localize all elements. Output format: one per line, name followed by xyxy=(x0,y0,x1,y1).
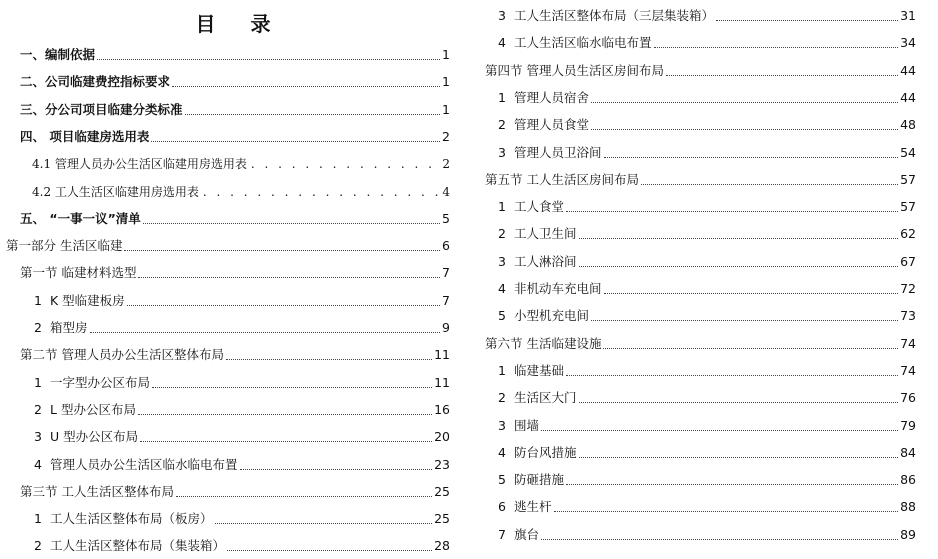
toc-entry-text: 防砸措施 xyxy=(514,472,565,488)
toc-entry-page: 5 xyxy=(442,210,450,226)
toc-entry-number: 4 xyxy=(34,456,42,472)
toc-entry-label xyxy=(498,390,577,406)
toc-entry-number: 2 xyxy=(34,538,42,554)
toc-leader-dots xyxy=(138,276,440,278)
toc-entry-text: 管理人员宿舍 xyxy=(514,89,590,105)
toc-entry-page: 20 xyxy=(434,429,450,445)
toc-entry-number: 6 xyxy=(498,499,506,515)
toc-entry-page: 76 xyxy=(900,390,916,406)
toc-leader-dots xyxy=(97,58,440,60)
toc-entry-page: 73 xyxy=(900,308,916,324)
toc-entry-number: 3 xyxy=(498,144,506,160)
toc-entry-page: 31 xyxy=(900,8,916,23)
toc-entry-text: 旗台 xyxy=(514,526,540,542)
toc-entry[interactable] xyxy=(0,480,450,500)
toc-entry[interactable] xyxy=(0,125,450,145)
toc-entry-text: 第一部分 生活区临建 xyxy=(6,238,123,254)
toc-entry-text: 一、编制依据 xyxy=(20,47,96,62)
toc-entry-page: 74 xyxy=(900,362,916,378)
toc-entry[interactable] xyxy=(478,222,916,242)
toc-leader-dots xyxy=(176,495,432,497)
toc-entry-label xyxy=(498,499,552,515)
toc-entry-label xyxy=(34,320,88,336)
toc-entry-page: 67 xyxy=(900,253,916,269)
toc-leader-dots xyxy=(124,249,440,251)
toc-leader-dots xyxy=(666,74,898,76)
toc-entry-text: 临建基础 xyxy=(514,362,565,378)
toc-entry-label xyxy=(485,63,664,79)
toc-leader-dots xyxy=(591,101,898,103)
toc-entry-page: 7 xyxy=(442,265,450,281)
toc-entry-label xyxy=(498,308,589,324)
toc-entry-page: 23 xyxy=(434,456,450,472)
toc-leader-dots xyxy=(140,440,432,442)
toc-entry-text: 工人生活区临水临电布置 xyxy=(514,35,652,51)
toc-entry-page: 2 xyxy=(442,157,450,172)
toc-entry-number: 4 xyxy=(498,35,506,51)
toc-entry-page: 44 xyxy=(900,62,916,78)
toc-entry-page: 57 xyxy=(900,199,916,215)
toc-entry-text: 工人卫生间 xyxy=(514,226,577,242)
toc-entry-text: 围墙 xyxy=(514,417,540,433)
toc-entry-label xyxy=(20,211,141,227)
toc-leader-dots xyxy=(566,210,898,212)
toc-entry[interactable] xyxy=(478,386,916,406)
toc-leader-dots xyxy=(603,347,898,349)
toc-entry-label xyxy=(34,375,150,391)
toc-entry-text: L 型办公区布局 xyxy=(50,401,136,417)
toc-entry[interactable] xyxy=(478,332,916,352)
toc-entry-page: 86 xyxy=(900,472,916,488)
toc-entry-text: 4.2 工人生活区临建用房选用表 xyxy=(32,184,199,199)
toc-entry[interactable] xyxy=(478,86,916,106)
toc-entry-label xyxy=(498,445,577,461)
toc-entry-label xyxy=(498,363,564,379)
toc-leader-dots xyxy=(641,183,898,185)
toc-entry-label xyxy=(20,74,170,90)
toc-entry[interactable] xyxy=(0,534,450,554)
toc-entry[interactable] xyxy=(0,343,450,363)
toc-entry-text: U 型办公区布局 xyxy=(50,429,139,445)
toc-entry-page: 62 xyxy=(900,226,916,242)
toc-entry-page: 34 xyxy=(900,35,916,51)
toc-entry-text: 小型机充电间 xyxy=(514,308,590,324)
toc-entry-text: 管理人员办公生活区临水临电布置 xyxy=(50,456,238,472)
toc-leader-dots xyxy=(604,156,899,158)
toc-entry[interactable] xyxy=(478,359,916,379)
toc-entry[interactable] xyxy=(478,59,916,79)
toc-entry[interactable] xyxy=(478,168,916,188)
toc-entry-label xyxy=(498,8,714,24)
toc-entry-page: 89 xyxy=(900,526,916,542)
toc-entry-number: 2 xyxy=(34,401,42,417)
toc-entry-text: 非机动车充电间 xyxy=(514,281,602,296)
toc-leader-dots xyxy=(654,46,899,48)
toc-entry[interactable] xyxy=(0,425,450,445)
toc-entry-label xyxy=(498,472,564,488)
toc-leader-dots xyxy=(143,222,440,224)
toc-entry-page: 4 xyxy=(442,184,450,199)
toc-entry-label xyxy=(498,254,577,270)
toc-entry-text: 管理人员卫浴间 xyxy=(514,144,602,160)
toc-entry-label xyxy=(498,226,577,242)
toc-entry-text: 第四节 管理人员生活区房间布局 xyxy=(485,62,664,78)
toc-entry[interactable] xyxy=(478,141,916,161)
toc-leader-dots xyxy=(138,413,432,415)
toc-leader-dots xyxy=(579,401,899,403)
toc-entry-label xyxy=(20,347,224,363)
toc-leader-dots xyxy=(591,128,898,130)
toc-leader-dots xyxy=(541,538,898,540)
toc-entry-page: 16 xyxy=(434,401,450,417)
toc-entry-label xyxy=(485,336,601,352)
toc-entry-label xyxy=(34,538,225,554)
toc-entry[interactable] xyxy=(478,414,916,434)
toc-leader-dots xyxy=(554,510,899,512)
toc-entry[interactable] xyxy=(0,180,450,200)
toc-entry-text: 工人淋浴间 xyxy=(514,253,577,269)
toc-entry[interactable] xyxy=(0,398,450,418)
toc-entry-label xyxy=(32,184,199,200)
toc-leader-dots xyxy=(203,184,438,200)
toc-leader-dots xyxy=(541,429,898,431)
toc-entry-text: 4.1 管理人员办公生活区临建用房选用表 xyxy=(32,157,247,172)
toc-entry-label xyxy=(20,265,136,281)
toc-entry-page: 1 xyxy=(442,74,450,90)
toc-entry-number: 1 xyxy=(34,292,42,308)
toc-entry-text: 二、公司临建费控指标要求 xyxy=(20,74,171,90)
toc-entry-label xyxy=(498,35,652,51)
toc-entry[interactable] xyxy=(478,195,916,215)
toc-entry[interactable] xyxy=(478,250,916,270)
toc-entry-page: 2 xyxy=(442,128,450,144)
toc-entry-label xyxy=(498,418,539,434)
toc-entry-label xyxy=(34,511,213,527)
toc-title: 目 录 xyxy=(195,12,285,36)
toc-entry[interactable] xyxy=(0,289,450,309)
toc-entry-label xyxy=(6,238,122,254)
toc-entry-page: 25 xyxy=(434,511,450,527)
toc-entry-page: 79 xyxy=(900,417,916,433)
toc-entry[interactable] xyxy=(0,453,450,473)
toc-entry-label xyxy=(498,281,602,297)
toc-leader-dots xyxy=(604,292,899,294)
toc-entry-text: 一字型办公区布局 xyxy=(50,374,151,390)
toc-entry[interactable] xyxy=(478,304,916,324)
toc-entry-page: 48 xyxy=(900,117,916,133)
toc-entry-text: 第六节 生活临建设施 xyxy=(485,335,602,351)
toc-entry-page: 25 xyxy=(434,483,450,499)
toc-entry-page: 88 xyxy=(900,499,916,515)
toc-entry-label xyxy=(32,156,247,172)
toc-leader-dots xyxy=(251,156,438,172)
toc-entry[interactable] xyxy=(0,70,450,90)
toc-entry-label xyxy=(498,145,602,161)
toc-entry-label xyxy=(485,172,639,188)
toc-leader-dots xyxy=(716,19,898,21)
toc-entry-number: 3 xyxy=(498,417,506,433)
toc-entry-number: 4 xyxy=(498,281,506,296)
toc-entry-number: 2 xyxy=(34,320,42,335)
toc-entry[interactable] xyxy=(0,43,450,63)
toc-entry-text: 第一节 临建材料选型 xyxy=(20,265,137,281)
toc-entry-label xyxy=(34,457,238,473)
toc-leader-dots xyxy=(127,304,440,306)
toc-entry-label xyxy=(498,117,589,133)
toc-entry-number: 4 xyxy=(498,444,506,460)
toc-entry-number: 3 xyxy=(34,429,42,445)
toc-entry-text: 第五节 工人生活区房间布局 xyxy=(485,171,639,187)
toc-entry-number: 5 xyxy=(498,308,506,324)
toc-entry[interactable] xyxy=(0,234,450,254)
toc-entry-label xyxy=(498,90,589,106)
toc-entry-text: 逃生杆 xyxy=(514,499,552,515)
toc-entry-label xyxy=(20,484,174,500)
toc-entry-text: 五、 “一事一议”清单 xyxy=(20,210,141,226)
toc-entry-page: 7 xyxy=(442,292,450,308)
toc-entry-text: 工人生活区整体布局（板房） xyxy=(50,511,213,527)
toc-entry-label xyxy=(20,47,95,63)
toc-entry-text: K 型临建板房 xyxy=(50,292,125,308)
toc-entry-label xyxy=(20,102,183,118)
toc-entry-number: 7 xyxy=(498,526,506,542)
toc-entry[interactable] xyxy=(0,261,450,281)
toc-entry[interactable] xyxy=(478,277,916,297)
toc-entry-text: 管理人员食堂 xyxy=(514,117,590,133)
toc-entry-number: 2 xyxy=(498,117,506,133)
toc-entry-page: 9 xyxy=(442,320,450,335)
toc-leader-dots xyxy=(215,522,433,524)
toc-entry-label xyxy=(20,129,149,145)
toc-leader-dots xyxy=(579,265,899,267)
toc-entry-number: 3 xyxy=(498,8,506,23)
toc-leader-dots xyxy=(591,319,898,321)
toc-entry-label xyxy=(34,293,125,309)
toc-entry-page: 1 xyxy=(442,47,450,62)
toc-leader-dots xyxy=(185,113,440,115)
toc-entry-text: 箱型房 xyxy=(50,320,88,335)
toc-entry-page: 74 xyxy=(900,335,916,351)
toc-entry-text: 第三节 工人生活区整体布局 xyxy=(20,483,174,499)
toc-leader-dots xyxy=(579,237,899,239)
toc-leader-dots xyxy=(152,386,432,388)
toc-entry-text: 生活区大门 xyxy=(514,390,577,406)
toc-entry-label xyxy=(34,429,138,445)
toc-entry-text: 工人生活区整体布局（三层集装箱） xyxy=(514,8,715,23)
toc-entry-number: 2 xyxy=(498,390,506,406)
toc-entry[interactable] xyxy=(0,98,450,118)
toc-entry[interactable] xyxy=(478,4,916,24)
toc-leader-dots xyxy=(226,358,432,360)
toc-entry[interactable] xyxy=(0,152,450,172)
toc-entry[interactable] xyxy=(0,316,450,336)
toc-leader-dots xyxy=(90,331,440,333)
toc-entry-page: 28 xyxy=(434,538,450,554)
toc-entry-label xyxy=(498,199,564,215)
toc-entry-page: 57 xyxy=(900,171,916,187)
toc-entry[interactable] xyxy=(0,207,450,227)
toc-entry-number: 5 xyxy=(498,472,506,488)
toc-leader-dots xyxy=(151,140,440,142)
toc-entry-page: 11 xyxy=(434,347,450,363)
toc-entry-page: 44 xyxy=(900,89,916,105)
toc-entry-page: 1 xyxy=(442,101,450,117)
toc-leader-dots xyxy=(227,549,432,551)
toc-entry[interactable] xyxy=(478,441,916,461)
toc-entry[interactable] xyxy=(478,113,916,133)
toc-entry[interactable] xyxy=(478,468,916,488)
toc-entry[interactable] xyxy=(0,371,450,391)
toc-entry-number: 3 xyxy=(498,253,506,269)
toc-entry-text: 工人食堂 xyxy=(514,199,565,215)
toc-entry-text: 三、分公司项目临建分类标准 xyxy=(20,101,183,117)
toc-entry[interactable] xyxy=(478,495,916,515)
toc-entry-number: 2 xyxy=(498,226,506,242)
toc-entry-number: 1 xyxy=(498,199,506,215)
toc-entry-text: 第二节 管理人员办公生活区整体布局 xyxy=(20,347,224,363)
toc-leader-dots xyxy=(566,483,898,485)
toc-leader-dots xyxy=(579,456,899,458)
toc-entry-page: 54 xyxy=(900,144,916,160)
toc-entry[interactable] xyxy=(0,507,450,527)
toc-entry-label xyxy=(498,527,539,543)
toc-leader-dots xyxy=(172,85,440,87)
toc-entry[interactable] xyxy=(478,523,916,543)
toc-entry-page: 72 xyxy=(900,281,916,296)
toc-entry-text: 四、 项目临建房选用表 xyxy=(20,128,150,144)
toc-entry-page: 11 xyxy=(434,374,450,390)
toc-entry-text: 工人生活区整体布局（集装箱） xyxy=(50,538,226,554)
toc-entry-number: 1 xyxy=(34,511,42,527)
toc-entry-number: 1 xyxy=(498,89,506,105)
toc-entry-label xyxy=(34,402,136,418)
toc-entry-page: 6 xyxy=(442,238,450,254)
toc-leader-dots xyxy=(566,374,898,376)
toc-entry-text: 防台风措施 xyxy=(514,444,577,460)
toc-leader-dots xyxy=(240,468,433,470)
toc-entry[interactable] xyxy=(478,31,916,51)
toc-entry-number: 1 xyxy=(34,374,42,390)
toc-entry-number: 1 xyxy=(498,362,506,378)
toc-entry-page: 84 xyxy=(900,444,916,460)
